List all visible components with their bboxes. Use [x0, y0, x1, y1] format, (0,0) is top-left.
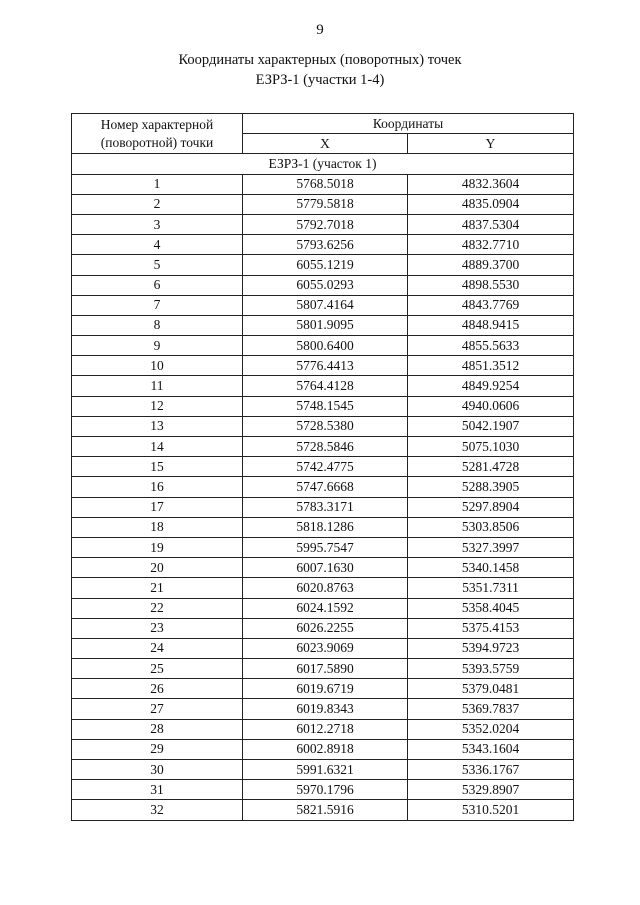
x-coordinate-cell: 6012.2718: [243, 719, 408, 739]
point-number-cell: 26: [72, 679, 243, 699]
x-coordinate-cell: 5818.1286: [243, 517, 408, 537]
x-coordinate-cell: 5779.5818: [243, 194, 408, 214]
x-coordinate-cell: 5807.4164: [243, 295, 408, 315]
x-coordinate-cell: 6019.6719: [243, 679, 408, 699]
x-coordinate-cell: 5728.5380: [243, 416, 408, 436]
header-y: Y: [408, 134, 574, 154]
point-number-cell: 12: [72, 396, 243, 416]
y-coordinate-cell: 5351.7311: [408, 578, 574, 598]
table-row: [72, 800, 574, 820]
x-coordinate-cell: 5776.4413: [243, 356, 408, 376]
table-row: [72, 477, 574, 497]
y-coordinate-cell: 5042.1907: [408, 416, 574, 436]
x-coordinate-cell: 5792.7018: [243, 214, 408, 234]
header-coordinates: Координаты: [243, 114, 574, 134]
document-title: [0, 50, 640, 90]
x-coordinate-cell: 6017.5890: [243, 659, 408, 679]
x-coordinate-cell: 6055.0293: [243, 275, 408, 295]
point-number-cell: 2: [72, 194, 243, 214]
table-row: [72, 679, 574, 699]
table-row: [72, 659, 574, 679]
y-coordinate-cell: 5369.7837: [408, 699, 574, 719]
table-row: [72, 598, 574, 618]
header-point-number: [72, 114, 243, 154]
point-number-cell: 24: [72, 638, 243, 658]
title-line-2: ЕЗРЗ-1 (участки 1-4): [255, 72, 385, 88]
y-coordinate-cell: 5352.0204: [408, 719, 574, 739]
y-coordinate-cell: 5379.0481: [408, 679, 574, 699]
y-coordinate-cell: 5393.5759: [408, 659, 574, 679]
table-row: [72, 336, 574, 356]
x-coordinate-cell: 6019.8343: [243, 699, 408, 719]
x-coordinate-cell: 5995.7547: [243, 537, 408, 557]
y-coordinate-cell: 4832.7710: [408, 235, 574, 255]
table-row: [72, 537, 574, 557]
point-number-cell: 6: [72, 275, 243, 295]
point-number-cell: 10: [72, 356, 243, 376]
x-coordinate-cell: 5742.4775: [243, 457, 408, 477]
point-number-cell: 14: [72, 437, 243, 457]
x-coordinate-cell: 5728.5846: [243, 437, 408, 457]
y-coordinate-cell: 5303.8506: [408, 517, 574, 537]
x-coordinate-cell: 5747.6668: [243, 477, 408, 497]
point-number-cell: 17: [72, 497, 243, 517]
point-number-cell: 27: [72, 699, 243, 719]
table-row: [72, 517, 574, 537]
table-row: [72, 699, 574, 719]
y-coordinate-cell: 5288.3905: [408, 477, 574, 497]
x-coordinate-cell: 5768.5018: [243, 174, 408, 194]
table-row: [72, 275, 574, 295]
point-number-cell: 23: [72, 618, 243, 638]
title-line-1: Координаты характерных (поворотных) точек: [178, 52, 462, 68]
y-coordinate-cell: 4898.5530: [408, 275, 574, 295]
y-coordinate-cell: 5394.9723: [408, 638, 574, 658]
point-number-cell: 4: [72, 235, 243, 255]
x-coordinate-cell: 5970.1796: [243, 780, 408, 800]
point-number-cell: 19: [72, 537, 243, 557]
header-point-line-1: Номер характерной: [100, 116, 214, 132]
y-coordinate-cell: 4848.9415: [408, 315, 574, 335]
table-row: [72, 739, 574, 759]
table-row: [72, 295, 574, 315]
table-row: [72, 255, 574, 275]
table-row: [72, 396, 574, 416]
x-coordinate-cell: 5991.6321: [243, 760, 408, 780]
y-coordinate-cell: 4843.7769: [408, 295, 574, 315]
y-coordinate-cell: 4849.9254: [408, 376, 574, 396]
y-coordinate-cell: 4855.5633: [408, 336, 574, 356]
header-x: X: [243, 134, 408, 154]
y-coordinate-cell: 5375.4153: [408, 618, 574, 638]
y-coordinate-cell: 4837.5304: [408, 214, 574, 234]
y-coordinate-cell: 4832.3604: [408, 174, 574, 194]
y-coordinate-cell: 5075.1030: [408, 437, 574, 457]
y-coordinate-cell: 5297.8904: [408, 497, 574, 517]
y-coordinate-cell: 5327.3997: [408, 537, 574, 557]
point-number-cell: 29: [72, 739, 243, 759]
x-coordinate-cell: 6020.8763: [243, 578, 408, 598]
header-point-line-2: (поворотной) точки: [100, 134, 214, 150]
x-coordinate-cell: 5783.3171: [243, 497, 408, 517]
table-row: [72, 174, 574, 194]
point-number-cell: 28: [72, 719, 243, 739]
table-row: [72, 618, 574, 638]
point-number-cell: 31: [72, 780, 243, 800]
y-coordinate-cell: 5281.4728: [408, 457, 574, 477]
point-number-cell: 20: [72, 558, 243, 578]
point-number-cell: 13: [72, 416, 243, 436]
point-number-cell: 25: [72, 659, 243, 679]
point-number-cell: 16: [72, 477, 243, 497]
table-row: [72, 457, 574, 477]
x-coordinate-cell: 6002.8918: [243, 739, 408, 759]
table-row: [72, 760, 574, 780]
x-coordinate-cell: 6007.1630: [243, 558, 408, 578]
table-row: [72, 719, 574, 739]
x-coordinate-cell: 5801.9095: [243, 315, 408, 335]
y-coordinate-cell: 5343.1604: [408, 739, 574, 759]
table-row: [72, 497, 574, 517]
point-number-cell: 8: [72, 315, 243, 335]
y-coordinate-cell: 5329.8907: [408, 780, 574, 800]
table-row: [72, 315, 574, 335]
point-number-cell: 11: [72, 376, 243, 396]
coordinates-table: [71, 113, 574, 821]
y-coordinate-cell: 5336.1767: [408, 760, 574, 780]
y-coordinate-cell: 4940.0606: [408, 396, 574, 416]
table-row: [72, 558, 574, 578]
x-coordinate-cell: 6026.2255: [243, 618, 408, 638]
x-coordinate-cell: 5821.5916: [243, 800, 408, 820]
point-number-cell: 7: [72, 295, 243, 315]
x-coordinate-cell: 6055.1219: [243, 255, 408, 275]
x-coordinate-cell: 5748.1545: [243, 396, 408, 416]
point-number-cell: 1: [72, 174, 243, 194]
y-coordinate-cell: 5340.1458: [408, 558, 574, 578]
table-row: [72, 437, 574, 457]
point-number-cell: 21: [72, 578, 243, 598]
point-number-cell: 18: [72, 517, 243, 537]
point-number-cell: 32: [72, 800, 243, 820]
page-number: 9: [316, 22, 324, 38]
table-row: [72, 194, 574, 214]
y-coordinate-cell: 4889.3700: [408, 255, 574, 275]
point-number-cell: 30: [72, 760, 243, 780]
point-number-cell: 15: [72, 457, 243, 477]
table-row: [72, 780, 574, 800]
point-number-cell: 22: [72, 598, 243, 618]
table-row: [72, 638, 574, 658]
point-number-cell: 9: [72, 336, 243, 356]
point-number-cell: 3: [72, 214, 243, 234]
y-coordinate-cell: 4851.3512: [408, 356, 574, 376]
table-row: [72, 416, 574, 436]
x-coordinate-cell: 5793.6256: [243, 235, 408, 255]
table-row: [72, 578, 574, 598]
table-row: [72, 235, 574, 255]
x-coordinate-cell: 5800.6400: [243, 336, 408, 356]
section-label: ЕЗРЗ-1 (участок 1): [72, 154, 574, 174]
y-coordinate-cell: 5310.5201: [408, 800, 574, 820]
table-row: [72, 376, 574, 396]
y-coordinate-cell: 5358.4045: [408, 598, 574, 618]
point-number-cell: 5: [72, 255, 243, 275]
table-row: [72, 214, 574, 234]
y-coordinate-cell: 4835.0904: [408, 194, 574, 214]
x-coordinate-cell: 5764.4128: [243, 376, 408, 396]
x-coordinate-cell: 6023.9069: [243, 638, 408, 658]
x-coordinate-cell: 6024.1592: [243, 598, 408, 618]
table-row: [72, 356, 574, 376]
